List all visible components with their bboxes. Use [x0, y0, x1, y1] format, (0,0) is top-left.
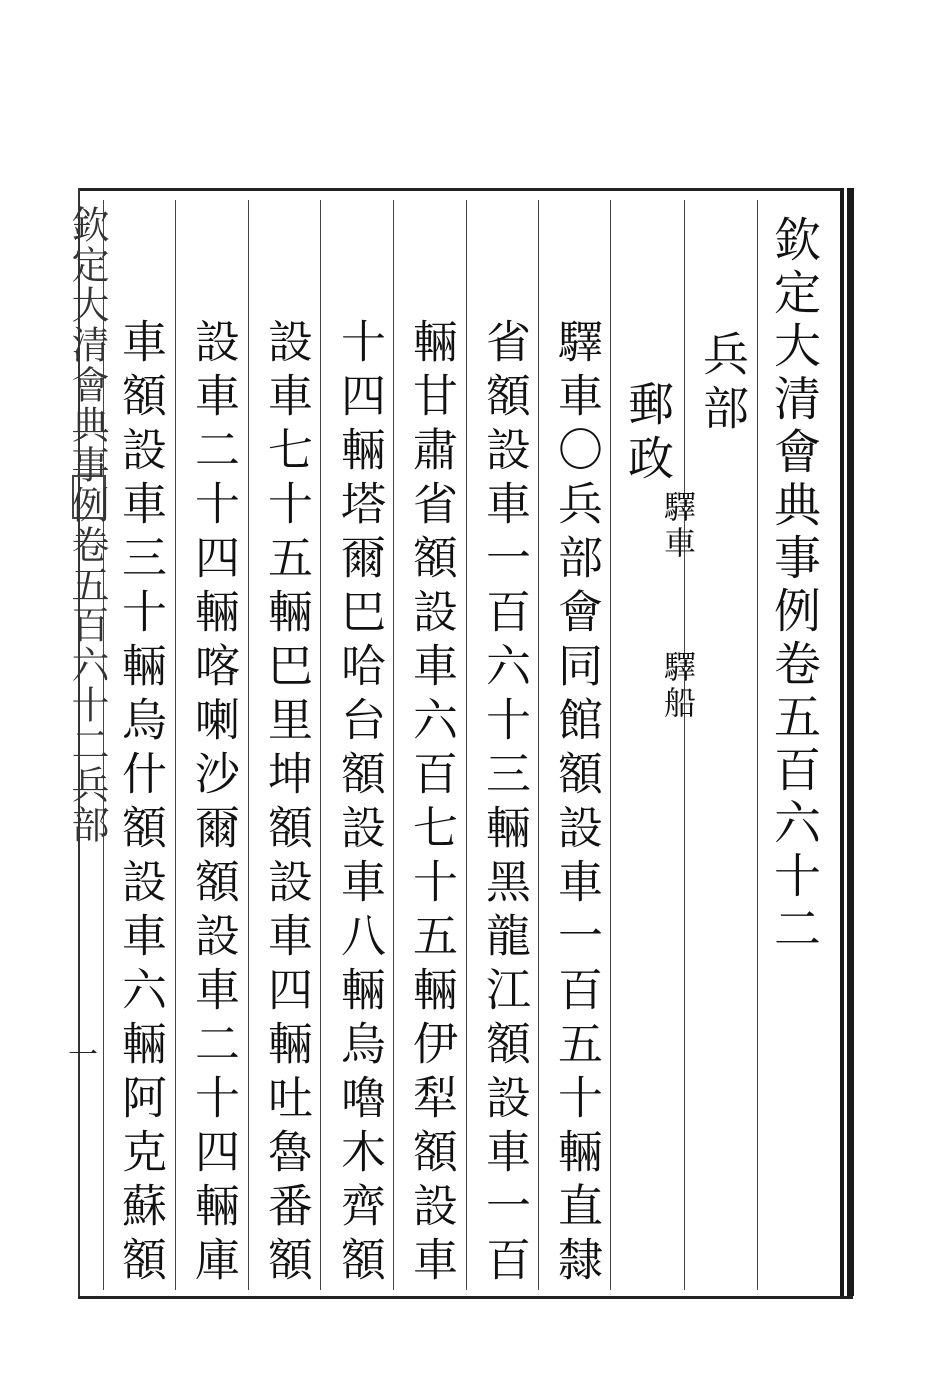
subitem-label: 驛船: [659, 650, 697, 722]
frame-right-border: [840, 188, 854, 1296]
column-rule: [757, 200, 758, 1290]
column-rule: [175, 200, 176, 1290]
column-rule: [320, 200, 321, 1290]
column-rule: [248, 200, 249, 1290]
section-heading: 兵部: [696, 330, 750, 438]
subitem-label: 驛車: [659, 490, 697, 562]
text-column-6: 設車二十四輛喀喇沙爾額設車二十四輛庫: [187, 318, 240, 1290]
text-column-7: 車額設車三十輛烏什額設車六輛阿克蘇額: [114, 318, 167, 1290]
text-column-3: 輛甘肅省額設車六百七十五輛伊犁額設車: [405, 318, 458, 1290]
column-rule: [684, 200, 685, 1290]
text-column-5: 設車七十五輛巴里坤額設車四輛吐魯番額: [260, 318, 313, 1290]
column-rule: [538, 200, 539, 1290]
running-title: 欽定大清會典事例卷五百六十二兵部: [65, 205, 109, 845]
text-column-1: 驛車〇兵部會同館額設車一百五十輛直隸: [550, 318, 603, 1290]
column-rule: [610, 200, 611, 1290]
subsection-heading: 郵政: [621, 380, 675, 488]
text-column-2: 省額設車一百六十三輛黑龍江額設車一百: [478, 318, 531, 1290]
column-rule: [466, 200, 467, 1290]
page-title: 欽定大清會典事例卷五百六十二: [766, 215, 821, 957]
text-column-4: 十四輛塔爾巴哈台額設車八輛烏嚕木齊額: [333, 318, 386, 1290]
column-rule: [393, 200, 394, 1290]
leaf-number: 一: [68, 1038, 98, 1073]
